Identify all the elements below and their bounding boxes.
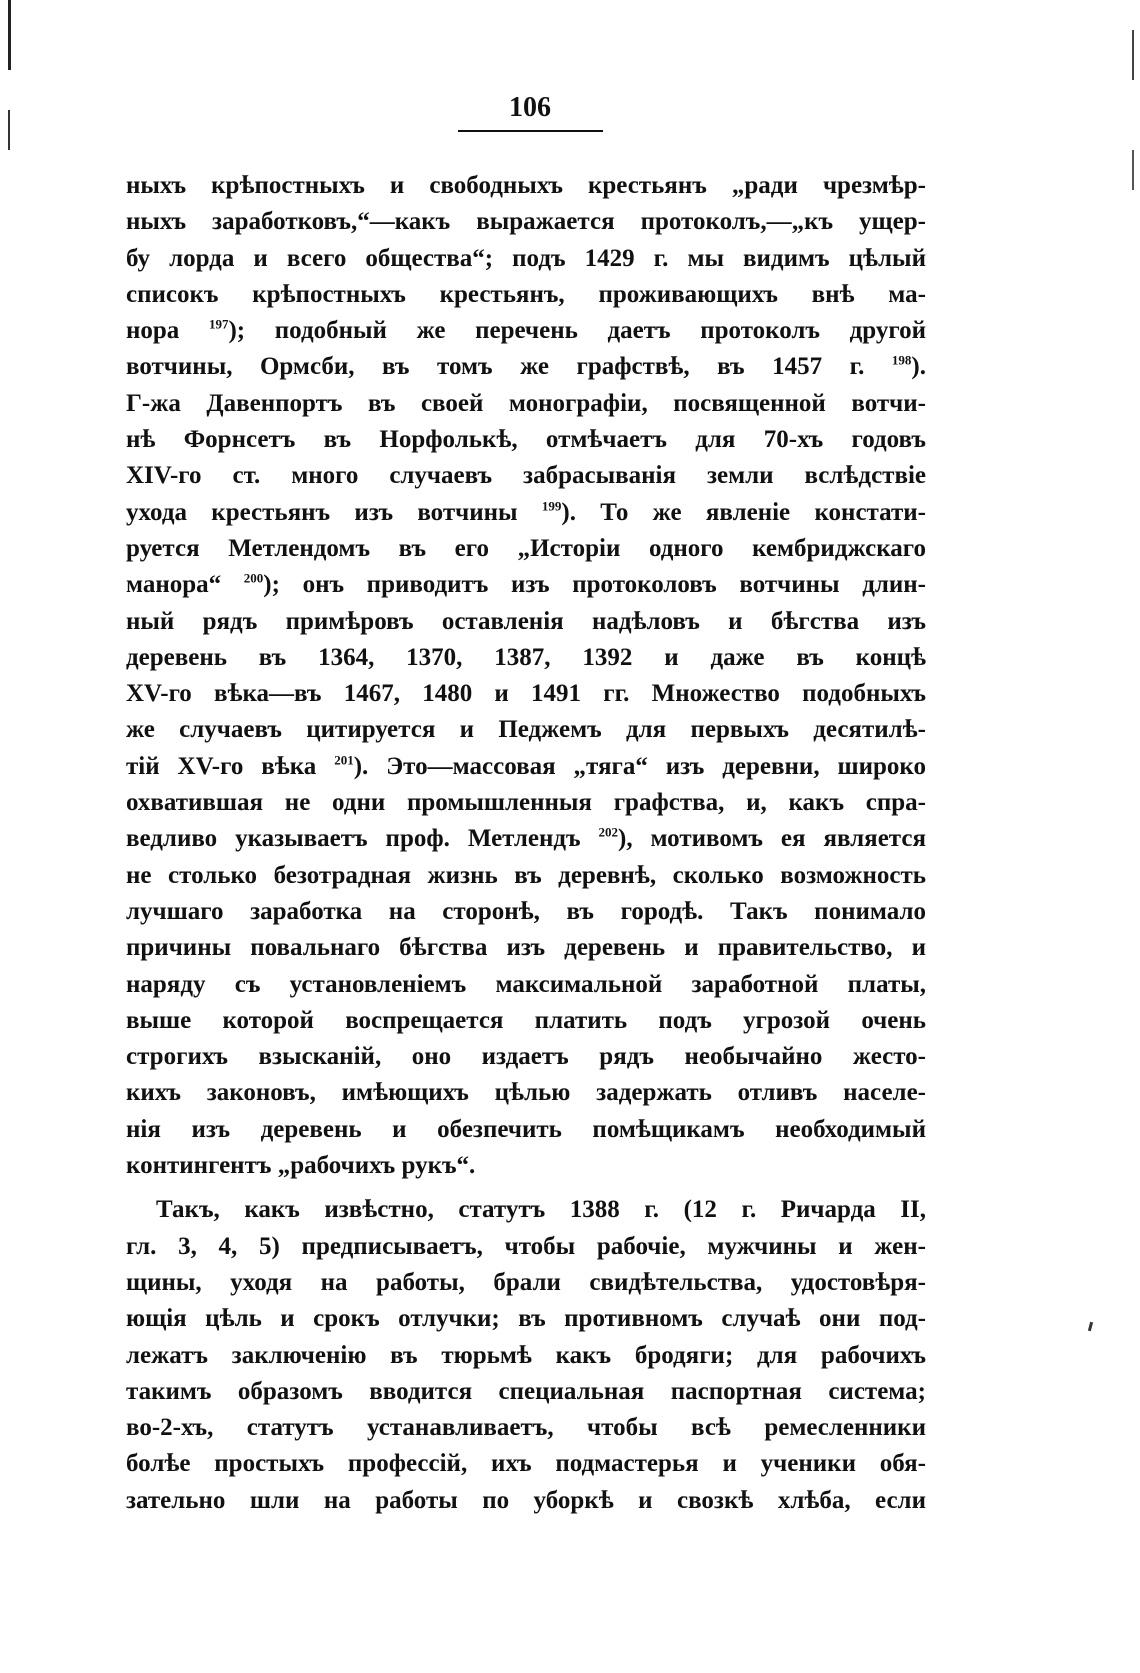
text-line [126,967,926,1003]
text-line [126,1301,926,1337]
line-text: Такъ, какъ извѣстно, статутъ 1388 г. (12 г. Ричарда II, [156,1196,926,1224]
text-line [126,1229,926,1265]
line-text: зательно шли на работы по уборкѣ и свозкѣ хлѣба, если [126,1486,926,1514]
footnote-marker: 198 [891,353,912,369]
line-text: нѣ Форнсетъ въ Норфолькѣ, отмѣчаетъ для 70-хъ годовъ [126,426,926,454]
footnote-marker: 197 [208,316,229,332]
line-text: бу лорда и всего общества“; подъ 1429 г. мы видимъ цѣлый [126,244,926,272]
line-text: строгихъ взысканій, оно издаетъ рядъ необычайно жесто- [126,1043,926,1071]
footnote-marker: 202 [598,825,618,841]
scan-speck [1088,1322,1093,1331]
footnote-marker: 200 [243,570,264,586]
text-line [126,1265,926,1301]
line-text: выше которой воспрещается платить подъ угрозой очень [126,1006,926,1034]
text-line [126,277,926,313]
text-line [126,458,926,494]
line-text: контингентъ „рабочихъ рукъ“. [126,1152,476,1180]
line-text: XIV-го ст. много случаевъ забрасыванія земли вслѣдствіе [126,462,926,490]
line-text: охватившая не одни промышленныя графства, и, какъ спра- [126,789,926,817]
line-text: нора [126,317,209,345]
text-line [126,313,926,349]
scan-edge-mark [1132,30,1134,80]
line-text: вотчины, Ормсби, въ томъ же графствѣ, въ 1457 г. [126,353,892,381]
line-text: нія изъ деревень и обезпечить помѣщикамъ необходимый [126,1115,926,1143]
line-text: руется Метлендомъ въ его „Исторіи одного кембриджскаго [126,534,926,562]
body-text [126,168,926,1519]
paragraph-gap [126,1184,926,1192]
line-text: ющія цѣль и срокъ отлучки; въ противномъ случаѣ они под- [126,1305,926,1333]
text-line [126,640,926,676]
line-text: болѣе простыхъ профессій, ихъ подмастерья и ученики обя- [126,1450,926,1478]
text-line [126,712,926,748]
text-line [126,168,926,204]
text-line [126,858,926,894]
scan-edge-mark [8,0,11,70]
text-line [126,749,926,785]
text-line [126,349,926,385]
text-line [126,422,926,458]
line-text: такимъ образомъ вводится специальная паспортная система; [126,1377,926,1405]
text-line [126,821,926,857]
line-text: ведливо указываетъ проф. Метлендъ [126,825,599,853]
line-text: лучшаго заработка на сторонѣ, въ городѣ. Такъ понимало [126,897,926,925]
text-line [126,604,926,640]
text-line [126,894,926,930]
scan-edge-mark [1132,150,1134,190]
text-line [126,1483,926,1519]
text-line [126,386,926,422]
line-text: гл. 3, 4, 5) предписываетъ, чтобы рабочіе, мужчины и жен- [126,1232,926,1260]
line-text: списокъ крѣпостныхъ крестьянъ, проживающихъ внѣ ма- [126,280,926,308]
text-line [126,1112,926,1148]
text-line [126,785,926,821]
line-text: же случаевъ цитируется и Педжемъ для первыхъ десятилѣ- [126,716,926,744]
line-text: ); подобный же перечень даетъ протоколъ другой [228,317,926,345]
line-text: кихъ законовъ, имѣющихъ цѣлью задержать отливъ населе- [126,1079,926,1107]
page-number-rule [458,130,603,132]
text-line [126,495,926,531]
text-line [126,1148,926,1184]
line-text: ухода крестьянъ изъ вотчины [126,498,542,526]
text-line [126,241,926,277]
line-text: ныхъ заработковъ,“—какъ выражается протоколъ,—„къ ущер- [126,208,926,236]
line-text: ). Это—массовая „тяга“ изъ деревни, широко [353,752,926,780]
text-line [126,676,926,712]
text-line [126,1039,926,1075]
footnote-marker: 199 [541,498,562,514]
line-text: XV-го вѣка—въ 1467, 1480 и 1491 гг. Множество подобныхъ [126,680,926,708]
line-text: ). [911,353,926,381]
line-text: ); онъ приводитъ изъ протоколовъ вотчины длин- [263,571,926,599]
text-line [126,1410,926,1446]
line-text: ный рядъ примѣровъ оставленія надѣловъ и бѣгства изъ [126,607,926,635]
text-line [126,1374,926,1410]
line-text: наряду съ установленіемъ максимальной заработной платы, [126,970,926,998]
text-line [126,1003,926,1039]
text-line [126,1192,926,1228]
text-line [126,204,926,240]
text-line [126,1075,926,1111]
footnote-marker: 201 [334,752,354,768]
line-text: деревень въ 1364, 1370, 1387, 1392 и даже въ концѣ [126,643,926,671]
line-text: тій XV-го вѣка [126,752,335,780]
line-text: щины, уходя на работы, брали свидѣтельства, удостовѣря- [126,1268,926,1296]
line-text: Г-жа Давенпортъ въ своей монографіи, посвященной вотчи- [126,389,926,417]
text-line [126,930,926,966]
text-line [126,567,926,603]
line-text: ныхъ крѣпостныхъ и свободныхъ крестьянъ „ради чрезмѣр- [126,172,926,199]
line-text: лежатъ заключенію въ тюрьмѣ какъ бродяги; для рабочихъ [126,1341,926,1369]
text-line [126,1446,926,1482]
line-text: не столько безотрадная жизнь въ деревнѣ, сколько возможность [126,861,926,889]
text-line [126,1338,926,1374]
text-line [126,531,926,567]
line-text: ), мотивомъ ея является [618,825,926,853]
line-text: причины повальнаго бѣгства изъ деревень и правительство, и [126,934,926,962]
line-text: ). То же явленіе констати- [561,498,926,526]
line-text: во-2-хъ, статутъ устанавливаетъ, чтобы всѣ ремесленники [126,1414,926,1442]
page-number: 106 [509,92,551,123]
line-text: манора“ [126,571,244,599]
